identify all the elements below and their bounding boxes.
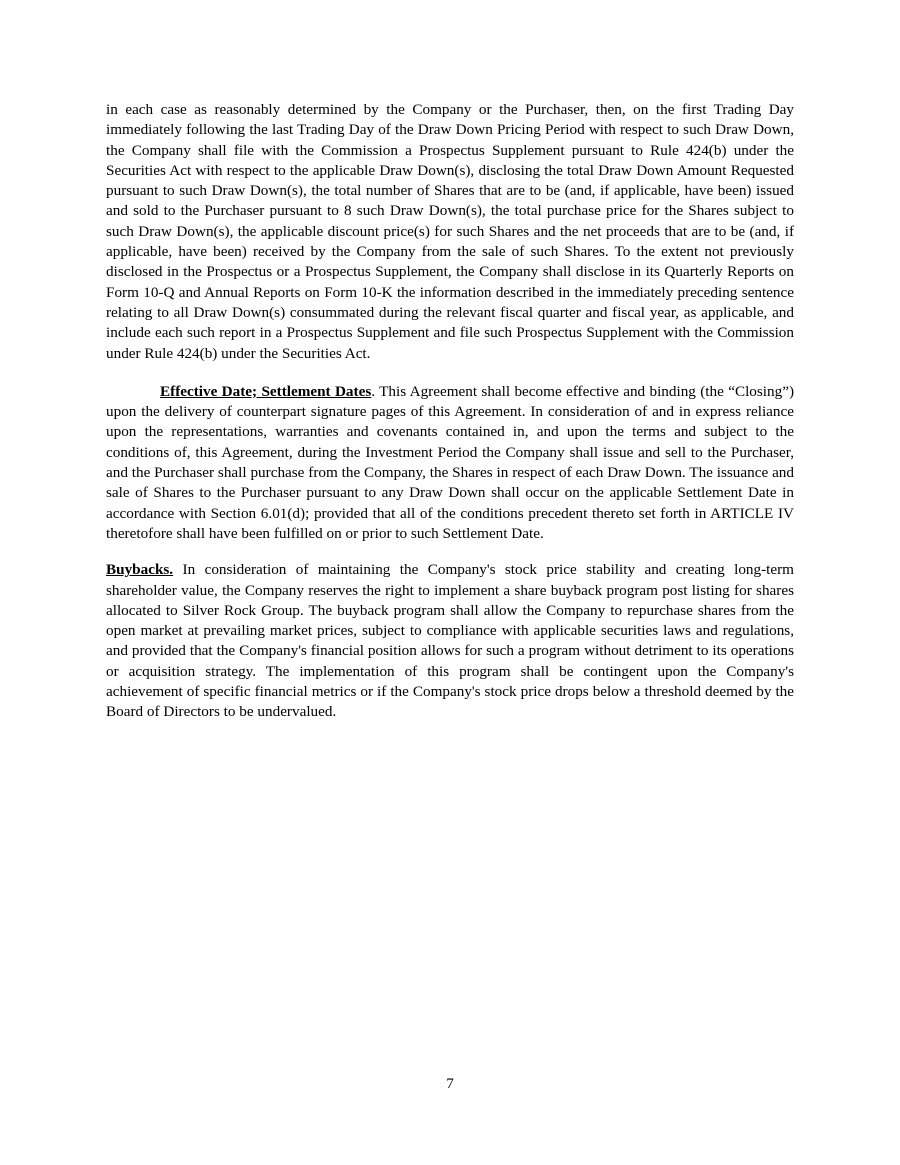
paragraph-effective-date [106,382,794,544]
paragraph-continuation [106,100,794,364]
paragraph-text: In consideration of maintaining the Company's stock price stability and creating long-term shareholder value, the Company reserves the right to implement a share buyback program post listing for shares allocated to Silver Rock Group. The buyback program shall allow the Company to repurchase shares from the open market at prevailing market prices, subject to compliance with applicable securities laws and regulations, and provided that the Company's financial position allows for such a program without detriment to its operations or acquisition strategy. The implementation of this program shall be contingent upon the Company's achievement of specific financial metrics or if the Company's stock price drops below a threshold deemed by the Board of Directors to be undervalued. [106,561,794,721]
paragraph-text: . This Agreement shall become effective and binding (the “Closing”) upon the delivery of counterpart signature pages of this Agreement. In consideration of and in express reliance upon the representations, warranties and covenants contained in, and upon the terms and subject to the conditions of, this Agreement, during the Investment Period the Company shall issue and sell to the Purchaser, and the Purchaser shall purchase from the Company, the Shares in respect of each Draw Down. The issuance and sale of Shares to the Purchaser pursuant to any Draw Down shall occur on the applicable Settlement Date in accordance with Section 6.01(d); provided that all of the conditions precedent thereto set forth in ARTICLE IV theretofore shall have been fulfilled on or prior to such Settlement Date. [106,382,794,542]
section-heading-buybacks: Buybacks. [106,561,174,579]
paragraph-buybacks [106,560,794,722]
section-heading-effective-date: Effective Date; Settlement Dates [160,382,372,400]
paragraph-text: in each case as reasonably determined by the Company or the Purchaser, then, on the first Trading Day immediately following the last Trading Day of the Draw Down Pricing Period with respect to such Draw Down, the Company shall file with the Commission a Prospectus Supplement pursuant to Rule 424(b) under the Securities Act with respect to the applicable Draw Down(s), disclosing the total Draw Down Amount Requested pursuant to such Draw Down(s), the total number of Shares that are to be (and, if applicable, have been) issued and sold to the Purchaser pursuant to 8 such Draw Down(s), the total purchase price for the Shares subject to such Draw Down(s), the applicable discount price(s) for such Shares and the net proceeds that are to be (and, if applicable, have been) received by the Company from the sale of such Shares. To the extent not previously disclosed in the Prospectus or a Prospectus Supplement, the Company shall disclose in its Quarterly Reports on Form 10-Q and Annual Reports on Form 10-K the information described in the immediately preceding sentence relating to all Draw Down(s) consummated during the relevant fiscal quarter and fiscal year, as applicable, and include each such report in a Prospectus Supplement and file such Prospectus Supplement with the Commission under Rule 424(b) under the Securities Act. [106,101,794,362]
page-number: 7 [446,1075,454,1092]
